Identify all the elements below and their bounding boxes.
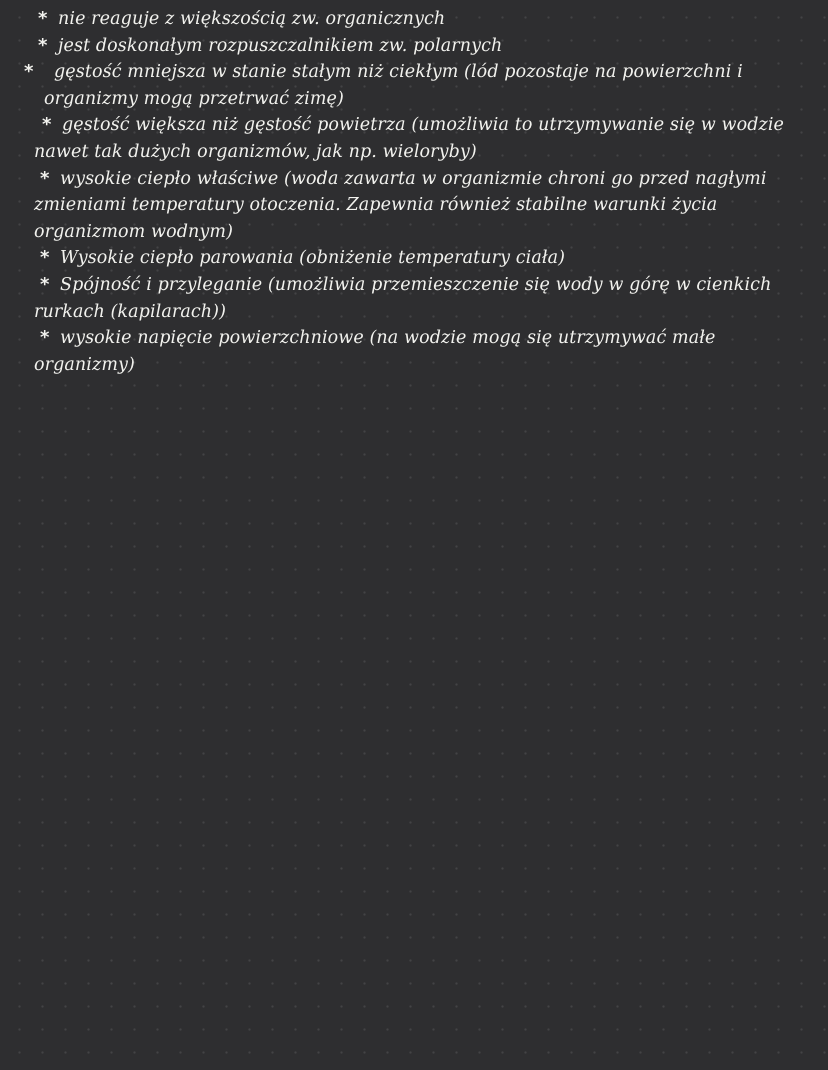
- note-item: [34, 325, 814, 378]
- bullet-star: *: [40, 247, 50, 269]
- note-text: wysokie napięcie powierzchniowe (na wodzie mogą się utrzymywać małe organizmy): [34, 328, 722, 375]
- note-item: [34, 245, 814, 272]
- note-item: [24, 59, 814, 112]
- note-text: gęstość mniejsza w stanie stałym niż ciekłym (lód pozostaje na powierzchni i organizmy mogą przetrwać zimę): [44, 62, 749, 109]
- note-text: gęstość większa niż gęstość powietrza (umożliwia to utrzymywanie się w wodzie nawet tak dużych organizmów, jak np. wieloryby): [34, 115, 790, 162]
- note-item: [34, 166, 814, 246]
- note-text: nie reaguje z większością zw. organicznych: [58, 9, 446, 29]
- water-properties-notes: [24, 6, 814, 378]
- bullet-star: *: [38, 34, 48, 56]
- note-item: [34, 33, 814, 60]
- bullet-star: *: [24, 61, 34, 83]
- bullet-star: *: [40, 327, 50, 349]
- bullet-star: *: [38, 8, 48, 29]
- note-text: wysokie ciepło właściwe (woda zawarta w organizmie chroni go przed nagłymi zmieniami temperatury otoczenia. Zapewnia również stabilne warunki życia organizmom wodnym): [34, 168, 773, 242]
- bullet-star: *: [40, 167, 50, 189]
- bullet-star: *: [40, 273, 50, 295]
- note-text: Wysokie ciepło parowania (obniżenie temperatury ciała): [60, 248, 566, 269]
- bullet-star: *: [42, 114, 52, 136]
- note-text: jest doskonałym rozpuszczalnikiem zw. polarnych: [58, 35, 503, 56]
- note-text: Spójność i przyleganie (umożliwia przemieszczenie się wody w górę w cienkich rurkach (kapilarach)): [34, 274, 778, 322]
- note-item: [34, 272, 814, 325]
- note-item: [34, 6, 814, 33]
- note-item: [34, 112, 814, 165]
